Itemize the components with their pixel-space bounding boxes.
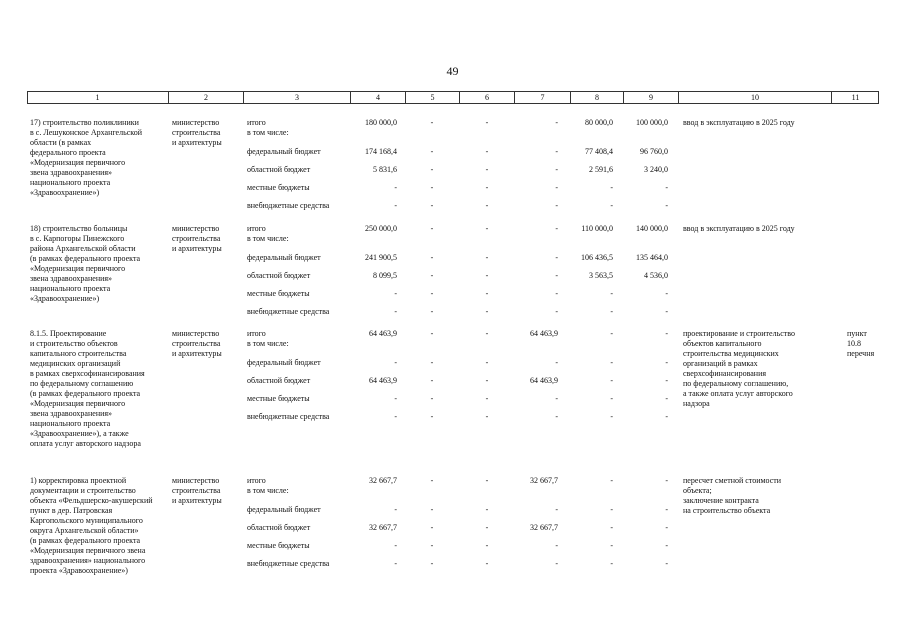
amount-cell: - [485, 201, 489, 210]
amount-cell: - [555, 412, 558, 421]
amount-cell: - [394, 394, 397, 403]
funding-source-label: федеральный бюджет [247, 147, 321, 156]
amount-cell: - [485, 183, 489, 192]
amount-cell: 174 168,4 [365, 147, 397, 156]
header-cell-9: 9 [623, 92, 678, 103]
amount-cell: - [430, 329, 434, 338]
amount-cell: - [394, 541, 397, 550]
amount-cell: - [485, 118, 489, 127]
amount-cell: - [665, 183, 668, 192]
funding-source-label: областной бюджет [247, 523, 311, 532]
funding-source-label: итого в том числе: [247, 224, 289, 243]
expected-result: ввод в эксплуатацию в 2025 году [683, 224, 795, 233]
amount-cell: - [485, 147, 489, 156]
header-cell-1: 1 [95, 93, 100, 102]
amount-cell: - [394, 505, 397, 514]
amount-cell: - [610, 307, 613, 316]
amount-cell: - [610, 476, 613, 485]
amount-cell: - [610, 412, 613, 421]
amount-cell: 140 000,0 [636, 224, 668, 233]
funding-source-label: местные бюджеты [247, 541, 310, 550]
amount-cell: - [485, 165, 489, 174]
amount-cell: 32 667,7 [530, 523, 558, 532]
funding-source-label: областной бюджет [247, 376, 311, 385]
amount-cell: - [430, 307, 434, 316]
amount-cell: - [665, 376, 668, 385]
amount-cell: - [394, 559, 397, 568]
amount-cell: - [610, 289, 613, 298]
amount-cell: - [430, 412, 434, 421]
amount-cell: - [485, 559, 489, 568]
amount-cell: - [394, 183, 397, 192]
reference-note: пункт 10.8 перечня [847, 329, 875, 358]
executor: министерство строительства и архитектуры [172, 224, 222, 253]
amount-cell: - [555, 394, 558, 403]
executor: министерство строительства и архитектуры [172, 476, 222, 505]
amount-cell: - [555, 224, 558, 233]
amount-cell: 3 563,5 [589, 271, 613, 280]
amount-cell: 64 463,9 [530, 376, 558, 385]
amount-cell: - [485, 289, 489, 298]
amount-cell: 250 000,0 [365, 224, 397, 233]
amount-cell: - [394, 412, 397, 421]
amount-cell: - [430, 523, 434, 532]
amount-cell: - [665, 394, 668, 403]
amount-cell: 64 463,9 [369, 329, 397, 338]
amount-cell: - [555, 147, 558, 156]
expected-result: пересчет сметной стоимости объекта; заключение контракта на строительство объекта [683, 476, 782, 515]
amount-cell: 106 436,5 [581, 253, 613, 262]
amount-cell: - [485, 253, 489, 262]
amount-cell: - [430, 559, 434, 568]
funding-source-label: областной бюджет [247, 165, 311, 174]
amount-cell: - [665, 559, 668, 568]
expected-result: проектирование и строительство объектов капитального строительства медицинских организаций в рамках сверхсофинансирования по федеральному соглашению, а также оплата услуг авторского надзора [683, 329, 795, 408]
amount-cell: - [430, 394, 434, 403]
amount-cell: - [485, 271, 489, 280]
funding-source-label: местные бюджеты [247, 394, 310, 403]
funding-source-label: итого в том числе: [247, 329, 289, 348]
amount-cell: - [485, 358, 489, 367]
amount-cell: - [485, 307, 489, 316]
funding-source-label: итого в том числе: [247, 118, 289, 137]
funding-source-label: внебюджетные средства [247, 559, 330, 568]
amount-cell: - [665, 541, 668, 550]
amount-cell: - [555, 271, 558, 280]
amount-cell: - [430, 147, 434, 156]
amount-cell: - [665, 523, 668, 532]
executor: министерство строительства и архитектуры [172, 329, 222, 358]
amount-cell: 64 463,9 [530, 329, 558, 338]
amount-cell: - [430, 289, 434, 298]
amount-cell: - [555, 307, 558, 316]
amount-cell: - [665, 358, 668, 367]
amount-cell: 77 408,4 [585, 147, 613, 156]
amount-cell: - [430, 183, 434, 192]
amount-cell: 80 000,0 [585, 118, 613, 127]
amount-cell: - [485, 476, 489, 485]
activity-title: 18) строительство больницы в с. Карпогоры Пинежского района Архангельской области (в рамках федерального проекта «Модернизация первичного звена здравоохранения» национального проекта «Здравоохранение») [30, 224, 141, 303]
amount-cell: - [555, 253, 558, 262]
amount-cell: - [665, 307, 668, 316]
header-cell-11: 11 [831, 92, 879, 103]
amount-cell: - [555, 358, 558, 367]
amount-cell: - [665, 505, 668, 514]
funding-source-label: федеральный бюджет [247, 358, 321, 367]
amount-cell: 100 000,0 [636, 118, 668, 127]
amount-cell: - [430, 376, 434, 385]
amount-cell: - [485, 376, 489, 385]
amount-cell: - [430, 358, 434, 367]
funding-source-label: внебюджетные средства [247, 412, 330, 421]
funding-source-label: внебюджетные средства [247, 307, 330, 316]
header-cell-3: 3 [243, 92, 350, 103]
amount-cell: 3 240,0 [644, 165, 668, 174]
amount-cell: - [610, 329, 613, 338]
amount-cell: - [610, 559, 613, 568]
amount-cell: - [610, 541, 613, 550]
activity-title: 8.1.5. Проектирование и строительство объектов капитального строительства медицинских организаций в рамках сверхсофинансирования по федеральному соглашению (в рамках федерального проекта «Модернизация первичного звена здравоохранения» национального проекта «Здравоохранение»), а также оплата услуг авторского надзора [30, 329, 145, 448]
amount-cell: 5 831,6 [373, 165, 397, 174]
amount-cell: - [430, 224, 434, 233]
amount-cell: - [430, 476, 434, 485]
funding-source-label: федеральный бюджет [247, 253, 321, 262]
amount-cell: - [394, 289, 397, 298]
amount-cell: - [430, 201, 434, 210]
amount-cell: - [555, 201, 558, 210]
amount-cell: 32 667,7 [369, 476, 397, 485]
amount-cell: 241 900,5 [365, 253, 397, 262]
amount-cell: - [430, 505, 434, 514]
amount-cell: - [485, 224, 489, 233]
amount-cell: - [610, 201, 613, 210]
amount-cell: - [555, 559, 558, 568]
table-header [27, 91, 879, 104]
amount-cell: 2 591,6 [589, 165, 613, 174]
amount-cell: - [610, 394, 613, 403]
amount-cell: - [485, 541, 489, 550]
amount-cell: - [485, 394, 489, 403]
amount-cell: - [555, 165, 558, 174]
amount-cell: - [430, 271, 434, 280]
header-cell-10: 10 [678, 92, 831, 103]
amount-cell: 110 000,0 [581, 224, 613, 233]
amount-cell: 180 000,0 [365, 118, 397, 127]
funding-source-label: местные бюджеты [247, 289, 310, 298]
amount-cell: - [555, 541, 558, 550]
amount-cell: - [610, 358, 613, 367]
amount-cell: - [665, 412, 668, 421]
amount-cell: - [610, 183, 613, 192]
amount-cell: - [430, 118, 434, 127]
amount-cell: - [665, 201, 668, 210]
amount-cell: - [485, 523, 489, 532]
amount-cell: - [394, 307, 397, 316]
funding-source-label: итого в том числе: [247, 476, 289, 495]
amount-cell: - [430, 541, 434, 550]
amount-cell: - [394, 358, 397, 367]
activity-title: 1) корректировка проектной документации и строительство объекта «Фельдшерско-акушерский пункт в дер. Патровская Каргопольского муниципального округа Архангельской области» (в рамках федерального проекта «Модернизация первичного звена здравоохранения» национального проекта «Здравоохранение») [30, 476, 153, 575]
header-cell-2: 2 [168, 92, 243, 103]
amount-cell: - [610, 376, 613, 385]
amount-cell: - [665, 329, 668, 338]
amount-cell: - [665, 289, 668, 298]
amount-cell: - [555, 289, 558, 298]
amount-cell: - [555, 183, 558, 192]
amount-cell: - [555, 505, 558, 514]
amount-cell: - [485, 412, 489, 421]
header-cell-6: 6 [459, 92, 514, 103]
amount-cell: - [485, 505, 489, 514]
amount-cell: 96 760,0 [640, 147, 668, 156]
amount-cell: - [610, 505, 613, 514]
funding-source-label: федеральный бюджет [247, 505, 321, 514]
header-cell-5: 5 [405, 92, 459, 103]
amount-cell: - [555, 118, 558, 127]
amount-cell: 64 463,9 [369, 376, 397, 385]
amount-cell: - [430, 165, 434, 174]
header-cell-8: 8 [570, 92, 623, 103]
amount-cell: 32 667,7 [369, 523, 397, 532]
header-cell-7: 7 [514, 92, 570, 103]
page-number: 49 [446, 64, 459, 78]
amount-cell: 32 667,7 [530, 476, 558, 485]
amount-cell: - [610, 523, 613, 532]
funding-source-label: областной бюджет [247, 271, 311, 280]
header-cell-4: 4 [350, 92, 405, 103]
amount-cell: - [394, 201, 397, 210]
amount-cell: - [485, 329, 489, 338]
funding-source-label: местные бюджеты [247, 183, 310, 192]
amount-cell: 4 536,0 [644, 271, 668, 280]
amount-cell: - [665, 476, 668, 485]
amount-cell: 135 464,0 [636, 253, 668, 262]
funding-source-label: внебюджетные средства [247, 201, 330, 210]
activity-title: 17) строительство поликлиники в с. Лешуконское Архангельской области (в рамках федерального проекта «Модернизация первичного звена здравоохранения» национального проекта «Здравоохранение») [30, 118, 143, 197]
amount-cell: 8 099,5 [373, 271, 397, 280]
expected-result: ввод в эксплуатацию в 2025 году [683, 118, 795, 127]
executor: министерство строительства и архитектуры [172, 118, 222, 147]
amount-cell: - [430, 253, 434, 262]
